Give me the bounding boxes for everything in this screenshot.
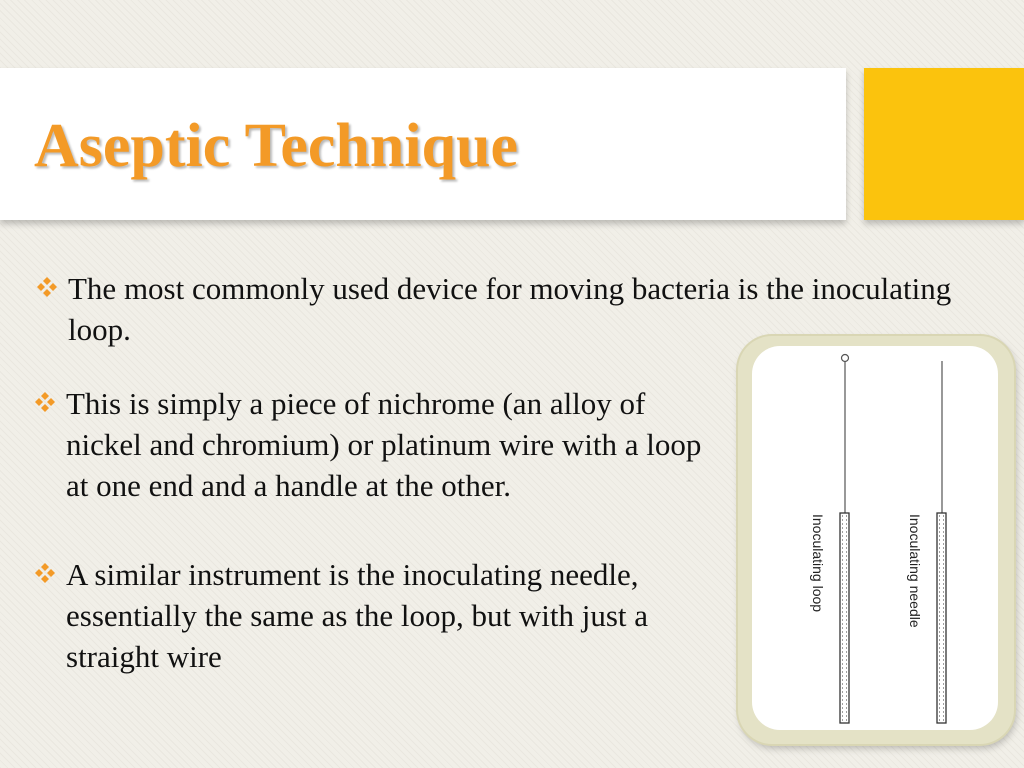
- bullet-item-3: [34, 554, 724, 677]
- loop-label: Inoculating loop: [810, 514, 826, 613]
- inoculating-needle: [937, 361, 946, 723]
- slide-title: Aseptic Technique: [34, 112, 519, 180]
- inoculating-loop: [840, 355, 849, 724]
- inoculating-tools-illustration: [752, 346, 998, 730]
- bullet-text-2: This is simply a piece of nichrome (an alloy of nickel and chromium) or platinum wire with a loop at one end and a handle at the other.: [66, 386, 702, 503]
- accent-block: [864, 68, 1024, 220]
- bullet-item-2: [34, 383, 724, 506]
- diamond-bullet-icon: [36, 276, 58, 298]
- bullet-text-1: The most commonly used device for moving bacteria is the inoculating loop.: [68, 271, 952, 347]
- diamond-bullet-icon: [34, 562, 56, 584]
- needle-label: Inoculating needle: [907, 514, 923, 628]
- bullet-text-3: A similar instrument is the inoculating needle, essentially the same as the loop, but with just a straight wire: [66, 557, 649, 674]
- diamond-bullet-icon: [34, 391, 56, 413]
